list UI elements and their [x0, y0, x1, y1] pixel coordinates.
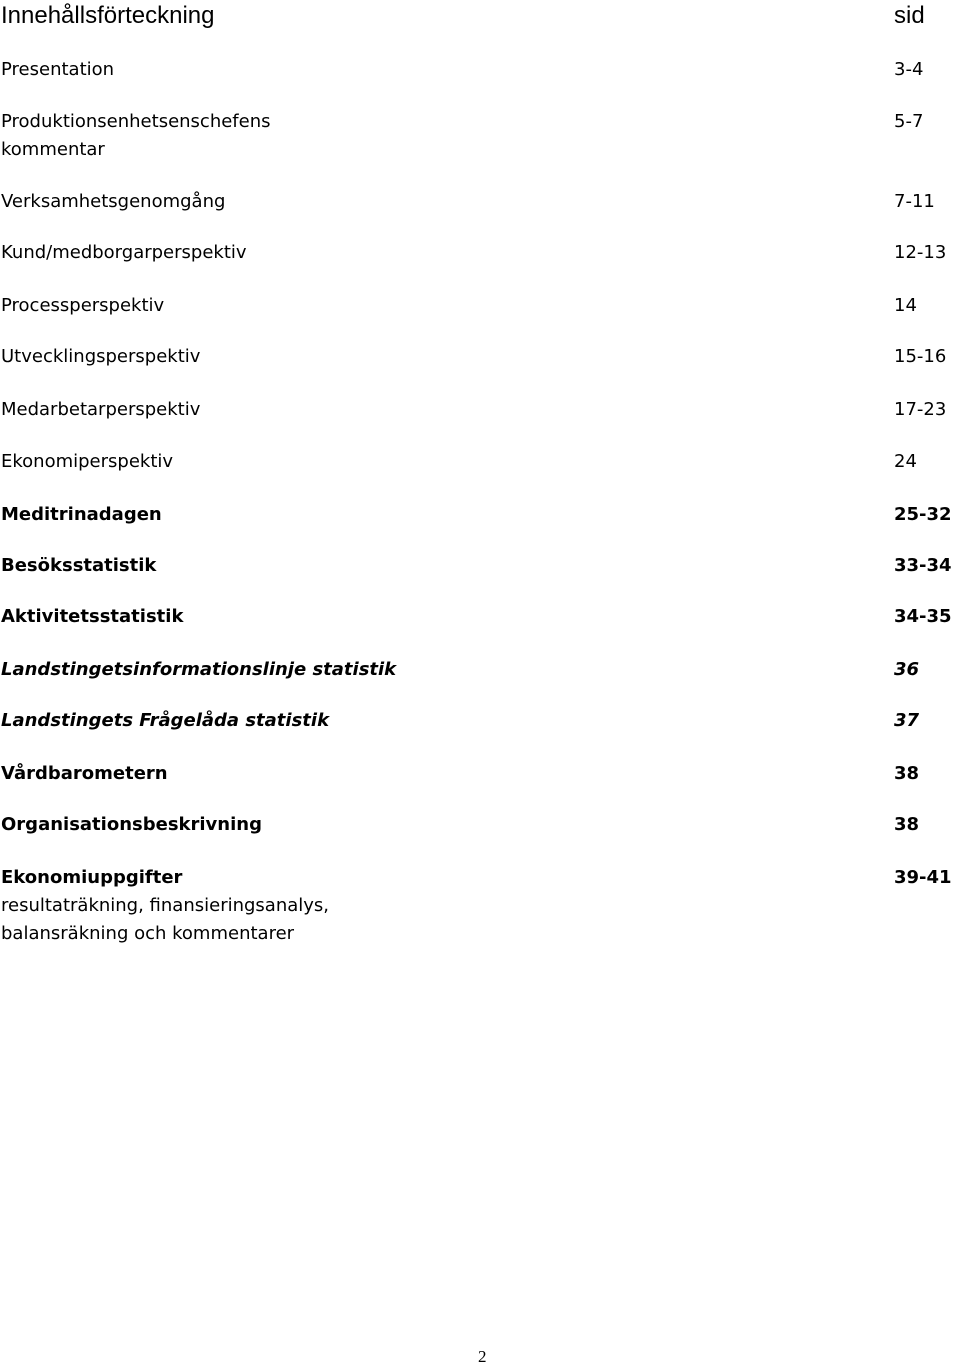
toc-entry-pages: 17-23	[894, 399, 947, 420]
toc-entry-pages: 7-11	[894, 191, 935, 212]
toc-entry-pages: 34-35	[894, 606, 952, 627]
toc-title: Innehållsförteckning	[1, 2, 215, 29]
toc-entry-label: Produktionsenhetsenschefens	[1, 111, 271, 132]
toc-entry-label: Medarbetarperspektiv	[1, 399, 201, 420]
toc-entry-pages: 36	[894, 659, 920, 680]
toc-entry-pages: 5-7	[894, 111, 924, 132]
page-number: 2	[478, 1347, 487, 1366]
toc-entry-label: Verksamhetsgenomgång	[1, 191, 226, 212]
toc-entry-label: Processperspektiv	[1, 295, 165, 316]
toc-entry-label: Aktivitetsstatistik	[1, 606, 184, 627]
page-column-heading: sid	[894, 2, 925, 29]
toc-entry-pages: 39-41	[894, 867, 952, 888]
toc-entry-pages: 37	[894, 710, 920, 731]
toc-entry-description-continued: balansräkning och kommentarer	[1, 923, 295, 944]
toc-entry-label: Organisationsbeskrivning	[1, 814, 262, 835]
toc-entry-pages: 14	[894, 295, 917, 316]
toc-entry-label: Kund/medborgarperspektiv	[1, 242, 247, 263]
toc-entry-label: Landstingetsinformationslinje statistik	[1, 659, 397, 680]
toc-entry-pages: 33-34	[894, 555, 952, 576]
toc-entry-label: Ekonomiuppgifter	[1, 867, 183, 888]
toc-entry-pages: 15-16	[894, 346, 947, 367]
toc-entry-label: Besöksstatistik	[1, 555, 157, 576]
toc-entry-label: Utvecklingsperspektiv	[1, 346, 201, 367]
toc-entry-pages: 25-32	[894, 504, 952, 525]
toc-entry-label: Presentation	[1, 59, 115, 80]
toc-entry-label: Landstingets Frågelåda statistik	[1, 710, 330, 731]
toc-entry-pages: 3-4	[894, 59, 924, 80]
toc-entry-pages: 38	[894, 763, 920, 784]
toc-entry-label: Meditrinadagen	[1, 504, 162, 525]
toc-entry-label: Vårdbarometern	[1, 763, 168, 784]
toc-entry-description: resultaträkning, finansieringsanalys,	[1, 895, 330, 916]
toc-entry-pages: 12-13	[894, 242, 947, 263]
toc-entry-pages: 38	[894, 814, 920, 835]
toc-entry-label-continued: kommentar	[1, 139, 105, 160]
toc-entry-label: Ekonomiperspektiv	[1, 451, 174, 472]
toc-entry-pages: 24	[894, 451, 917, 472]
